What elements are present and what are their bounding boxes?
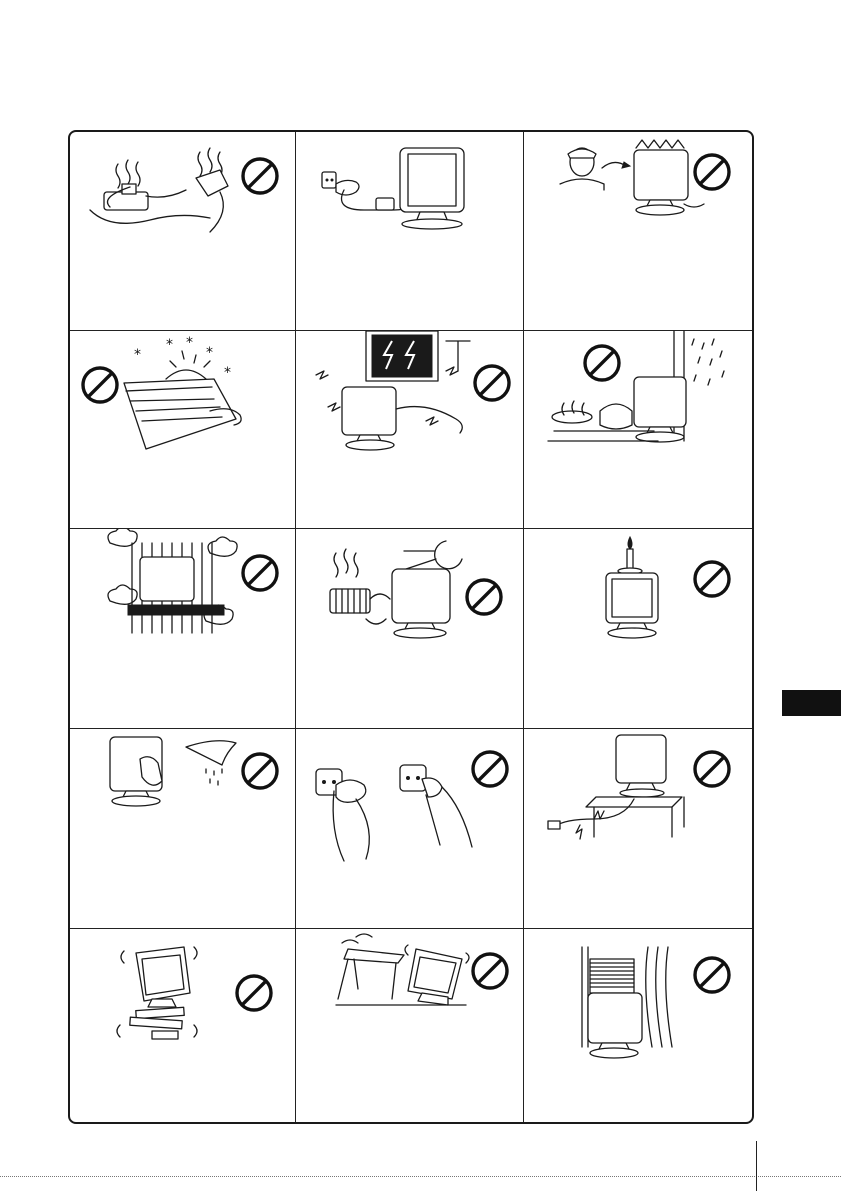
svg-text:*: *	[134, 347, 141, 363]
svg-text:*: *	[186, 335, 193, 351]
prohibited-sign-icon	[692, 152, 732, 192]
prohibited-sign-icon	[464, 577, 504, 617]
lightning-icon	[296, 331, 524, 529]
warning-cell-no-objects-inside	[70, 331, 296, 529]
steam-rain-icon	[524, 331, 752, 529]
prohibited-sign-icon	[80, 365, 120, 405]
warning-cell-unstable-surface	[70, 929, 296, 1122]
warning-cell-falling-table	[296, 929, 524, 1122]
warning-cell-do-not-open-cabinet	[524, 132, 752, 331]
monitor-plug-icon	[296, 132, 524, 331]
warning-cell-wet-cloth	[70, 729, 296, 929]
prohibited-sign-icon	[240, 156, 280, 196]
svg-text:*: *	[166, 337, 173, 353]
section-side-tab	[782, 690, 841, 716]
warning-cell-lightning-storm	[296, 331, 524, 529]
warning-cell-overloaded-outlets	[70, 132, 296, 331]
warning-cell-open-flame	[524, 529, 752, 729]
warnings-grid	[70, 132, 752, 1122]
warning-cell-moisture-steam	[524, 331, 752, 529]
warnings-frame	[68, 130, 754, 1124]
sparks-vent-icon	[70, 331, 296, 529]
prohibited-sign-icon	[470, 951, 510, 991]
warning-cell-dust-smoke	[70, 529, 296, 729]
prohibited-sign-icon	[234, 973, 274, 1013]
prohibited-sign-icon	[692, 955, 732, 995]
heater-sun-icon	[296, 529, 524, 729]
prohibited-sign-icon	[472, 363, 512, 403]
wobbling-monitor-icon	[70, 929, 296, 1124]
warning-cell-wet-hands-plug	[296, 729, 524, 929]
warning-cell-damaged-cord	[524, 729, 752, 929]
prohibited-sign-icon	[692, 559, 732, 599]
svg-text:*: *	[206, 345, 213, 361]
prohibited-sign-icon	[582, 343, 622, 383]
prohibited-sign-icon	[470, 749, 510, 789]
page-edge-divider	[756, 1141, 757, 1191]
footer-rule	[0, 1176, 841, 1177]
warning-cell-unplug-by-plug	[296, 132, 524, 331]
warning-cell-heat-sunlight	[296, 529, 524, 729]
svg-text:*: *	[224, 365, 231, 381]
prohibited-sign-icon	[240, 553, 280, 593]
warning-cell-blocked-vents	[524, 929, 752, 1122]
prohibited-sign-icon	[240, 751, 280, 791]
prohibited-sign-icon	[692, 749, 732, 789]
